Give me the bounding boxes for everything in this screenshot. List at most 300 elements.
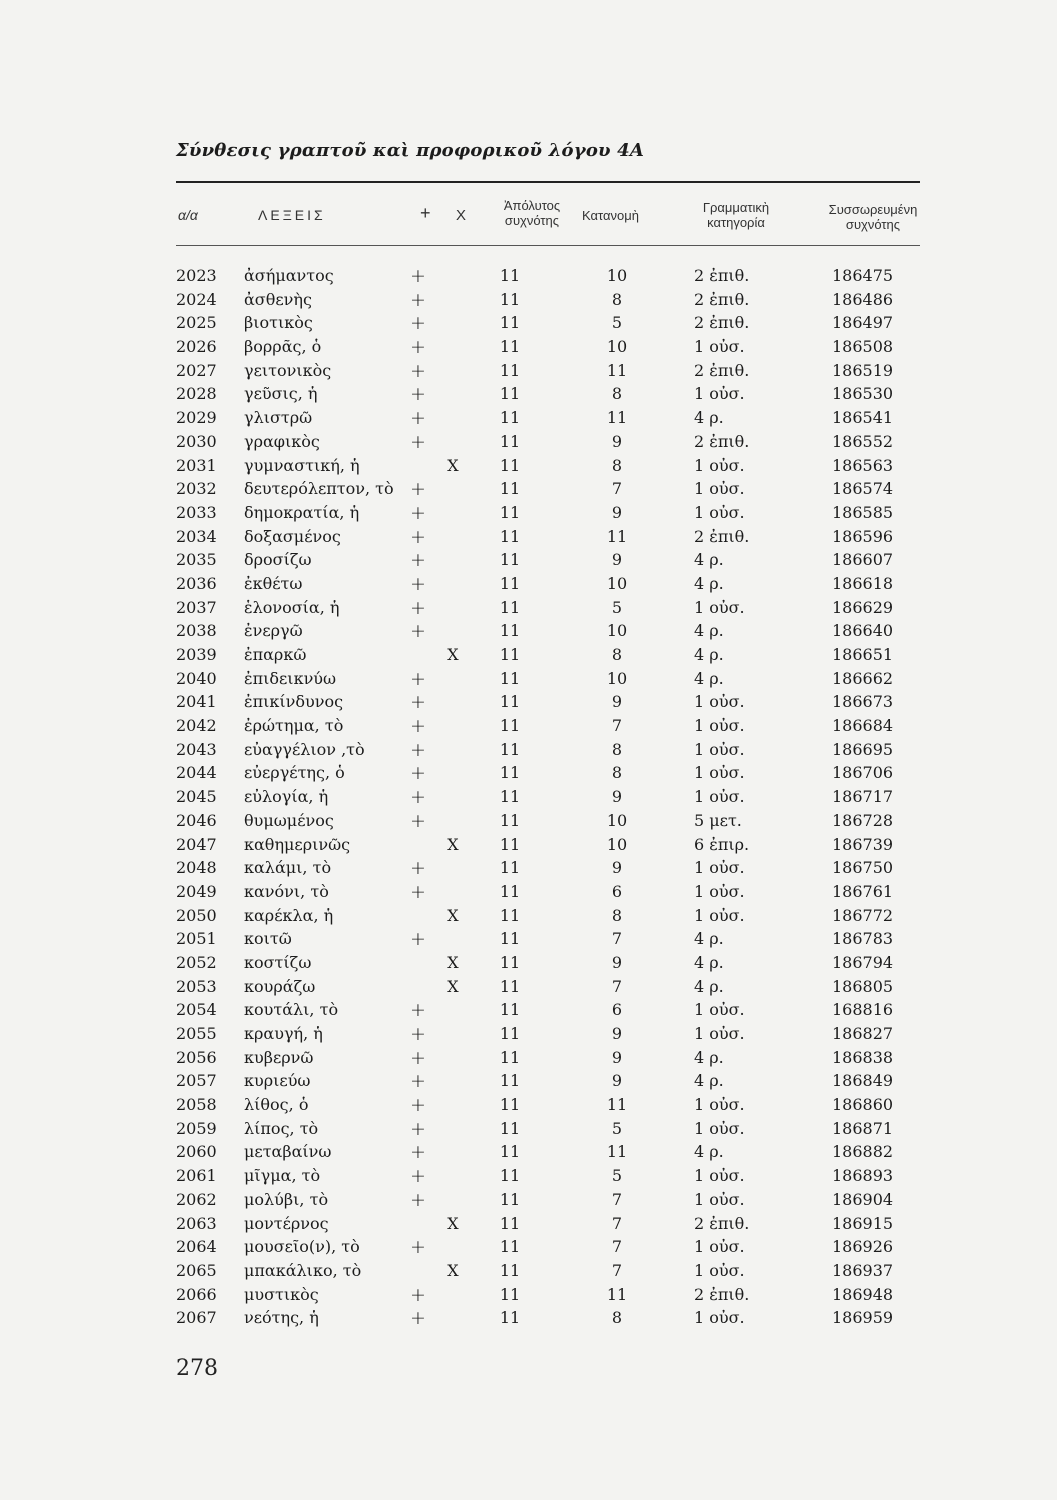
row-cumulative-frequency: 186904 [832, 1189, 894, 1209]
row-grammatical-category: 1 οὐσ. [694, 597, 745, 617]
row-absolute-frequency: 11 [499, 360, 521, 380]
row-number: 2029 [176, 408, 217, 428]
table-row [0, 716, 1057, 740]
row-absolute-frequency: 11 [499, 1118, 521, 1138]
row-word: ἐνεργῶ [244, 621, 303, 641]
row-word: ἐπικίνδυνος [244, 692, 344, 712]
row-absolute-frequency: 11 [499, 289, 521, 309]
row-number: 2044 [176, 763, 217, 783]
row-word: κοστίζω [244, 952, 312, 972]
row-cumulative-frequency: 186948 [832, 1284, 894, 1304]
row-number: 2039 [176, 645, 217, 664]
row-word: μπακάλικο, τὸ [244, 1260, 362, 1280]
row-absolute-frequency: 11 [499, 1024, 521, 1043]
table-row [0, 266, 1057, 290]
row-plus-mark: + [410, 596, 426, 619]
row-absolute-frequency: 11 [499, 597, 521, 617]
row-grammatical-category: 5 μετ. [694, 810, 742, 830]
row-number: 2047 [176, 834, 217, 854]
table-row [0, 1000, 1057, 1024]
table-row [0, 1095, 1057, 1119]
table-row [0, 1308, 1057, 1332]
table-row [0, 503, 1057, 527]
row-plus-mark: + [410, 549, 426, 572]
row-word: κουτάλι, τὸ [244, 1000, 339, 1020]
row-word: καρέκλα, ἡ [244, 905, 334, 925]
row-cumulative-frequency: 186640 [832, 621, 894, 641]
row-cumulative-frequency: 186959 [832, 1308, 894, 1328]
row-absolute-frequency: 11 [499, 834, 521, 854]
row-grammatical-category: 1 οὐσ. [694, 763, 745, 783]
header-abs-line2: συχνότης [504, 212, 560, 228]
row-word: καθημερινῶς [244, 834, 351, 854]
header-abs-line1: Ἀπόλυτος [503, 198, 561, 213]
row-x-mark: Χ [447, 645, 459, 664]
row-absolute-frequency: 11 [499, 455, 521, 475]
row-number: 2035 [176, 550, 217, 570]
row-plus-mark: + [410, 501, 426, 524]
row-word: γειτονικὸς [244, 360, 332, 380]
row-cumulative-frequency: 186607 [832, 550, 894, 570]
header-aa: α/α [178, 207, 198, 223]
row-distribution: 8 [611, 763, 623, 783]
table-row [0, 858, 1057, 882]
row-number: 2031 [176, 455, 217, 475]
row-word: εὐεργέτης, ὁ [244, 763, 345, 783]
row-grammatical-category: 1 οὐσ. [694, 1237, 745, 1257]
row-cumulative-frequency: 186475 [832, 266, 894, 285]
row-word: κραυγή, ἡ [244, 1024, 323, 1043]
row-word: μουσεῖο(ν), τὸ [244, 1237, 360, 1257]
row-plus-mark: + [410, 572, 426, 595]
row-plus-mark: + [410, 1188, 426, 1211]
row-distribution: 10 [606, 668, 628, 688]
row-cumulative-frequency: 186937 [832, 1260, 894, 1280]
row-distribution: 9 [611, 692, 623, 712]
page-number: 278 [176, 1356, 218, 1381]
row-grammatical-category: 6 ἐπιρ. [694, 834, 750, 854]
row-distribution: 9 [611, 550, 623, 570]
row-word: εὐλογία, ἡ [244, 787, 329, 807]
row-number: 2067 [176, 1308, 217, 1328]
table-row [0, 408, 1057, 432]
row-cumulative-frequency: 186486 [832, 289, 894, 309]
table-row [0, 1071, 1057, 1095]
table-row [0, 432, 1057, 456]
row-cumulative-frequency: 186871 [832, 1118, 894, 1138]
row-distribution: 7 [611, 976, 623, 996]
header-distribution: Κατανομὴ [582, 208, 639, 223]
row-x-mark: Χ [447, 905, 459, 925]
row-plus-mark: + [410, 738, 426, 761]
row-word: δοξασμένος [244, 526, 341, 546]
table-row [0, 621, 1057, 645]
row-distribution: 7 [611, 1237, 623, 1257]
row-grammatical-category: 1 οὐσ. [694, 716, 745, 736]
row-absolute-frequency: 11 [499, 645, 521, 664]
row-word: μυστικὸς [244, 1284, 319, 1304]
row-distribution: 11 [606, 408, 628, 428]
header-grammatical-category [686, 201, 786, 231]
table-row [0, 645, 1057, 669]
row-number: 2053 [176, 976, 217, 996]
row-grammatical-category: 1 οὐσ. [694, 739, 745, 759]
row-grammatical-category: 4 ρ. [694, 550, 724, 570]
row-cumulative-frequency: 186695 [832, 739, 894, 759]
row-plus-mark: + [410, 1023, 426, 1045]
row-grammatical-category: 2 ἐπιθ. [694, 313, 750, 333]
table-row [0, 763, 1057, 787]
row-grammatical-category: 4 ρ. [694, 1142, 724, 1162]
table-row [0, 1166, 1057, 1190]
row-word: γραφικὸς [244, 431, 320, 451]
row-absolute-frequency: 11 [499, 763, 521, 783]
row-plus-mark: + [410, 1236, 426, 1259]
row-cumulative-frequency: 186761 [832, 881, 894, 901]
row-cumulative-frequency: 186849 [832, 1071, 894, 1091]
row-absolute-frequency: 11 [499, 337, 521, 357]
row-absolute-frequency: 11 [499, 810, 521, 830]
row-cumulative-frequency: 186651 [832, 645, 894, 664]
row-grammatical-category: 4 ρ. [694, 952, 724, 972]
row-plus-mark: + [410, 312, 426, 335]
row-word: βορρᾶς, ὁ [244, 337, 322, 357]
row-cumulative-frequency: 186629 [832, 597, 894, 617]
row-word: κοιτῶ [244, 929, 292, 949]
row-absolute-frequency: 11 [499, 716, 521, 736]
row-distribution: 10 [606, 621, 628, 641]
row-absolute-frequency: 11 [499, 1071, 521, 1091]
row-cumulative-frequency: 186519 [832, 360, 894, 380]
table-row [0, 811, 1057, 835]
table-row [0, 1119, 1057, 1143]
row-cumulative-frequency: 186497 [832, 313, 894, 333]
row-distribution: 10 [606, 573, 628, 593]
row-word: κανόνι, τὸ [244, 881, 329, 901]
row-distribution: 7 [611, 716, 623, 736]
row-number: 2042 [176, 716, 217, 736]
row-distribution: 10 [606, 337, 628, 357]
row-distribution: 5 [611, 313, 623, 333]
row-cumulative-frequency: 186728 [832, 810, 894, 830]
row-word: ἀσθενὴς [244, 289, 312, 309]
row-distribution: 10 [606, 810, 628, 830]
row-word: γυμναστική, ἡ [244, 455, 360, 475]
row-distribution: 5 [611, 1118, 623, 1138]
row-grammatical-category: 1 οὐσ. [694, 692, 745, 712]
row-cumulative-frequency: 186893 [832, 1166, 894, 1186]
row-word: εὐαγγέλιον ,τὸ [244, 739, 365, 759]
row-number: 2060 [176, 1142, 217, 1162]
row-distribution: 6 [611, 1000, 623, 1020]
row-x-mark: Χ [447, 976, 459, 996]
row-word: μοντέρνος [244, 1213, 329, 1233]
row-number: 2046 [176, 810, 217, 830]
table-row [0, 1190, 1057, 1214]
row-cumulative-frequency: 186838 [832, 1047, 894, 1067]
row-cumulative-frequency: 186574 [832, 479, 894, 499]
row-cumulative-frequency: 186563 [832, 455, 894, 475]
row-grammatical-category: 1 οὐσ. [694, 1260, 745, 1280]
row-plus-mark: + [410, 1307, 426, 1330]
row-number: 2034 [176, 526, 217, 546]
row-distribution: 9 [611, 431, 623, 451]
table-row [0, 1024, 1057, 1048]
row-number: 2043 [176, 739, 217, 759]
row-word: κυβερνῶ [244, 1047, 314, 1067]
row-plus-mark: + [410, 620, 426, 643]
table-row [0, 1237, 1057, 1261]
row-absolute-frequency: 11 [499, 621, 521, 641]
row-absolute-frequency: 11 [499, 502, 521, 522]
row-grammatical-category: 4 ρ. [694, 668, 724, 688]
header-cum-line2: συχνότης [845, 216, 901, 232]
row-distribution: 5 [611, 1166, 623, 1186]
row-number: 2057 [176, 1071, 217, 1091]
row-absolute-frequency: 11 [499, 1308, 521, 1328]
row-plus-mark: + [410, 1165, 426, 1188]
row-absolute-frequency: 11 [499, 479, 521, 499]
row-absolute-frequency: 11 [499, 952, 521, 972]
row-cumulative-frequency: 186508 [832, 337, 894, 357]
row-number: 2026 [176, 337, 217, 357]
row-distribution: 7 [611, 1260, 623, 1280]
header-words: ΛΕΞΕΙΣ [258, 207, 326, 223]
row-grammatical-category: 1 οὐσ. [694, 1000, 745, 1020]
row-number: 2028 [176, 384, 217, 404]
row-grammatical-category: 1 οὐσ. [694, 881, 745, 901]
row-distribution: 9 [611, 1024, 623, 1043]
row-distribution: 11 [606, 1095, 628, 1115]
row-word: μεταβαίνω [244, 1142, 332, 1162]
row-grammatical-category: 1 οὐσ. [694, 479, 745, 499]
table-row [0, 953, 1057, 977]
row-absolute-frequency: 11 [499, 1237, 521, 1257]
row-number: 2048 [176, 858, 217, 878]
row-distribution: 9 [611, 1047, 623, 1067]
table-row [0, 384, 1057, 408]
top-rule [176, 181, 920, 183]
row-plus-mark: + [410, 1070, 426, 1093]
row-number: 2056 [176, 1047, 217, 1067]
row-grammatical-category: 2 ἐπιθ. [694, 289, 750, 309]
table-row [0, 337, 1057, 361]
row-distribution: 9 [611, 858, 623, 878]
table-row [0, 906, 1057, 930]
row-number: 2061 [176, 1166, 217, 1186]
row-distribution: 9 [611, 952, 623, 972]
row-absolute-frequency: 11 [499, 1142, 521, 1162]
row-grammatical-category: 4 ρ. [694, 408, 724, 428]
row-cumulative-frequency: 186541 [832, 408, 894, 428]
row-distribution: 7 [611, 1189, 623, 1209]
row-absolute-frequency: 11 [499, 526, 521, 546]
table-row [0, 1261, 1057, 1285]
row-distribution: 7 [611, 479, 623, 499]
row-x-mark: Χ [447, 834, 459, 854]
table-row [0, 574, 1057, 598]
row-word: νεότης, ἡ [244, 1308, 319, 1328]
row-cumulative-frequency: 186805 [832, 976, 894, 996]
row-word: θυμωμένος [244, 810, 334, 830]
row-cumulative-frequency: 186915 [832, 1213, 894, 1233]
row-number: 2064 [176, 1237, 217, 1257]
row-grammatical-category: 2 ἐπιθ. [694, 266, 750, 285]
table-row [0, 1214, 1057, 1238]
table-row [0, 1142, 1057, 1166]
row-word: ἐρώτημα, τὸ [244, 716, 344, 736]
row-number: 2066 [176, 1284, 217, 1304]
row-grammatical-category: 1 οὐσ. [694, 858, 745, 878]
row-grammatical-category: 4 ρ. [694, 573, 724, 593]
header-cum-line1: Συσσωρευμένη [828, 202, 918, 217]
row-plus-mark: + [410, 1117, 426, 1140]
row-cumulative-frequency: 186684 [832, 716, 894, 736]
table-row [0, 1048, 1057, 1072]
row-plus-mark: + [410, 265, 426, 287]
row-cumulative-frequency: 186717 [832, 787, 894, 807]
table-row [0, 527, 1057, 551]
row-number: 2050 [176, 905, 217, 925]
row-grammatical-category: 1 οὐσ. [694, 787, 745, 807]
row-number: 2023 [176, 266, 217, 285]
row-grammatical-category: 1 οὐσ. [694, 1118, 745, 1138]
row-cumulative-frequency: 186706 [832, 763, 894, 783]
row-number: 2036 [176, 573, 217, 593]
table-row [0, 456, 1057, 480]
row-grammatical-category: 1 οὐσ. [694, 1024, 745, 1043]
row-plus-mark: + [410, 762, 426, 785]
row-distribution: 8 [611, 1308, 623, 1328]
row-absolute-frequency: 11 [499, 1284, 521, 1304]
row-distribution: 9 [611, 1071, 623, 1091]
row-grammatical-category: 1 οὐσ. [694, 455, 745, 475]
row-grammatical-category: 2 ἐπιθ. [694, 526, 750, 546]
row-distribution: 5 [611, 597, 623, 617]
row-grammatical-category: 4 ρ. [694, 621, 724, 641]
row-number: 2051 [176, 929, 217, 949]
row-grammatical-category: 2 ἐπιθ. [694, 1284, 750, 1304]
row-absolute-frequency: 11 [499, 905, 521, 925]
row-absolute-frequency: 11 [499, 976, 521, 996]
header-gram-line2: κατηγορία [707, 214, 765, 230]
row-x-mark: Χ [447, 952, 459, 972]
row-cumulative-frequency: 186739 [832, 834, 894, 854]
row-number: 2049 [176, 881, 217, 901]
row-number: 2058 [176, 1095, 217, 1115]
row-absolute-frequency: 11 [499, 929, 521, 949]
row-distribution: 11 [606, 1142, 628, 1162]
row-distribution: 9 [611, 787, 623, 807]
row-number: 2040 [176, 668, 217, 688]
row-cumulative-frequency: 186585 [832, 502, 894, 522]
row-distribution: 6 [611, 881, 623, 901]
header-rule [176, 245, 920, 246]
row-plus-mark: + [410, 1283, 426, 1306]
row-absolute-frequency: 11 [499, 550, 521, 570]
row-distribution: 8 [611, 455, 623, 475]
row-plus-mark: + [410, 430, 426, 453]
row-distribution: 9 [611, 502, 623, 522]
row-cumulative-frequency: 186673 [832, 692, 894, 712]
row-number: 2027 [176, 360, 217, 380]
row-cumulative-frequency: 186783 [832, 929, 894, 949]
row-word: λίθος, ὁ [244, 1095, 309, 1115]
header-gram-line1: Γραμματικὴ [702, 200, 770, 215]
row-absolute-frequency: 11 [499, 1260, 521, 1280]
row-absolute-frequency: 11 [499, 692, 521, 712]
row-plus-mark: + [410, 1141, 426, 1164]
row-cumulative-frequency: 168816 [832, 1000, 894, 1020]
table-row [0, 692, 1057, 716]
row-absolute-frequency: 11 [499, 858, 521, 878]
row-distribution: 11 [606, 526, 628, 546]
row-cumulative-frequency: 186827 [832, 1024, 894, 1043]
row-number: 2065 [176, 1260, 217, 1280]
row-plus-mark: + [410, 525, 426, 548]
row-plus-mark: + [410, 1094, 426, 1117]
row-grammatical-category: 1 οὐσ. [694, 905, 745, 925]
row-cumulative-frequency: 186794 [832, 952, 894, 972]
row-word: ἐπιδεικνύω [244, 668, 337, 688]
row-word: ἐκθέτω [244, 573, 303, 593]
row-number: 2038 [176, 621, 217, 641]
row-grammatical-category: 4 ρ. [694, 1071, 724, 1091]
table-row [0, 977, 1057, 1001]
row-number: 2059 [176, 1118, 217, 1138]
table-row [0, 787, 1057, 811]
row-number: 2033 [176, 502, 217, 522]
row-grammatical-category: 1 οὐσ. [694, 502, 745, 522]
row-grammatical-category: 1 οὐσ. [694, 1189, 745, 1209]
row-word: ἀσήμαντος [244, 266, 334, 285]
row-word: λίπος, τὸ [244, 1118, 319, 1138]
row-cumulative-frequency: 186750 [832, 858, 894, 878]
row-cumulative-frequency: 186662 [832, 668, 894, 688]
header-cumulative-frequency [818, 203, 928, 233]
row-plus-mark: + [410, 715, 426, 738]
row-absolute-frequency: 11 [499, 1095, 521, 1115]
row-grammatical-category: 1 οὐσ. [694, 1308, 745, 1328]
header-x: Χ [456, 207, 467, 224]
row-word: ἑλονοσία, ἡ [244, 597, 340, 617]
row-plus-mark: + [410, 288, 426, 311]
row-plus-mark: + [410, 1046, 426, 1069]
row-plus-mark: + [410, 336, 426, 359]
row-absolute-frequency: 11 [499, 266, 521, 285]
row-plus-mark: + [410, 999, 426, 1022]
row-plus-mark: + [410, 383, 426, 406]
row-x-mark: Χ [447, 455, 459, 475]
row-grammatical-category: 4 ρ. [694, 929, 724, 949]
row-word: μῖγμα, τὸ [244, 1166, 321, 1186]
row-absolute-frequency: 11 [499, 408, 521, 428]
row-absolute-frequency: 11 [499, 881, 521, 901]
row-plus-mark: + [410, 928, 426, 951]
row-word: δευτερόλεπτον, τὸ [244, 479, 394, 499]
table-row [0, 882, 1057, 906]
row-distribution: 11 [606, 360, 628, 380]
row-plus-mark: + [410, 809, 426, 832]
row-absolute-frequency: 11 [499, 1000, 521, 1020]
row-cumulative-frequency: 186552 [832, 431, 894, 451]
row-distribution: 8 [611, 739, 623, 759]
row-grammatical-category: 4 ρ. [694, 1047, 724, 1067]
row-distribution: 8 [611, 645, 623, 664]
row-number: 2045 [176, 787, 217, 807]
row-grammatical-category: 4 ρ. [694, 645, 724, 664]
row-distribution: 8 [611, 905, 623, 925]
